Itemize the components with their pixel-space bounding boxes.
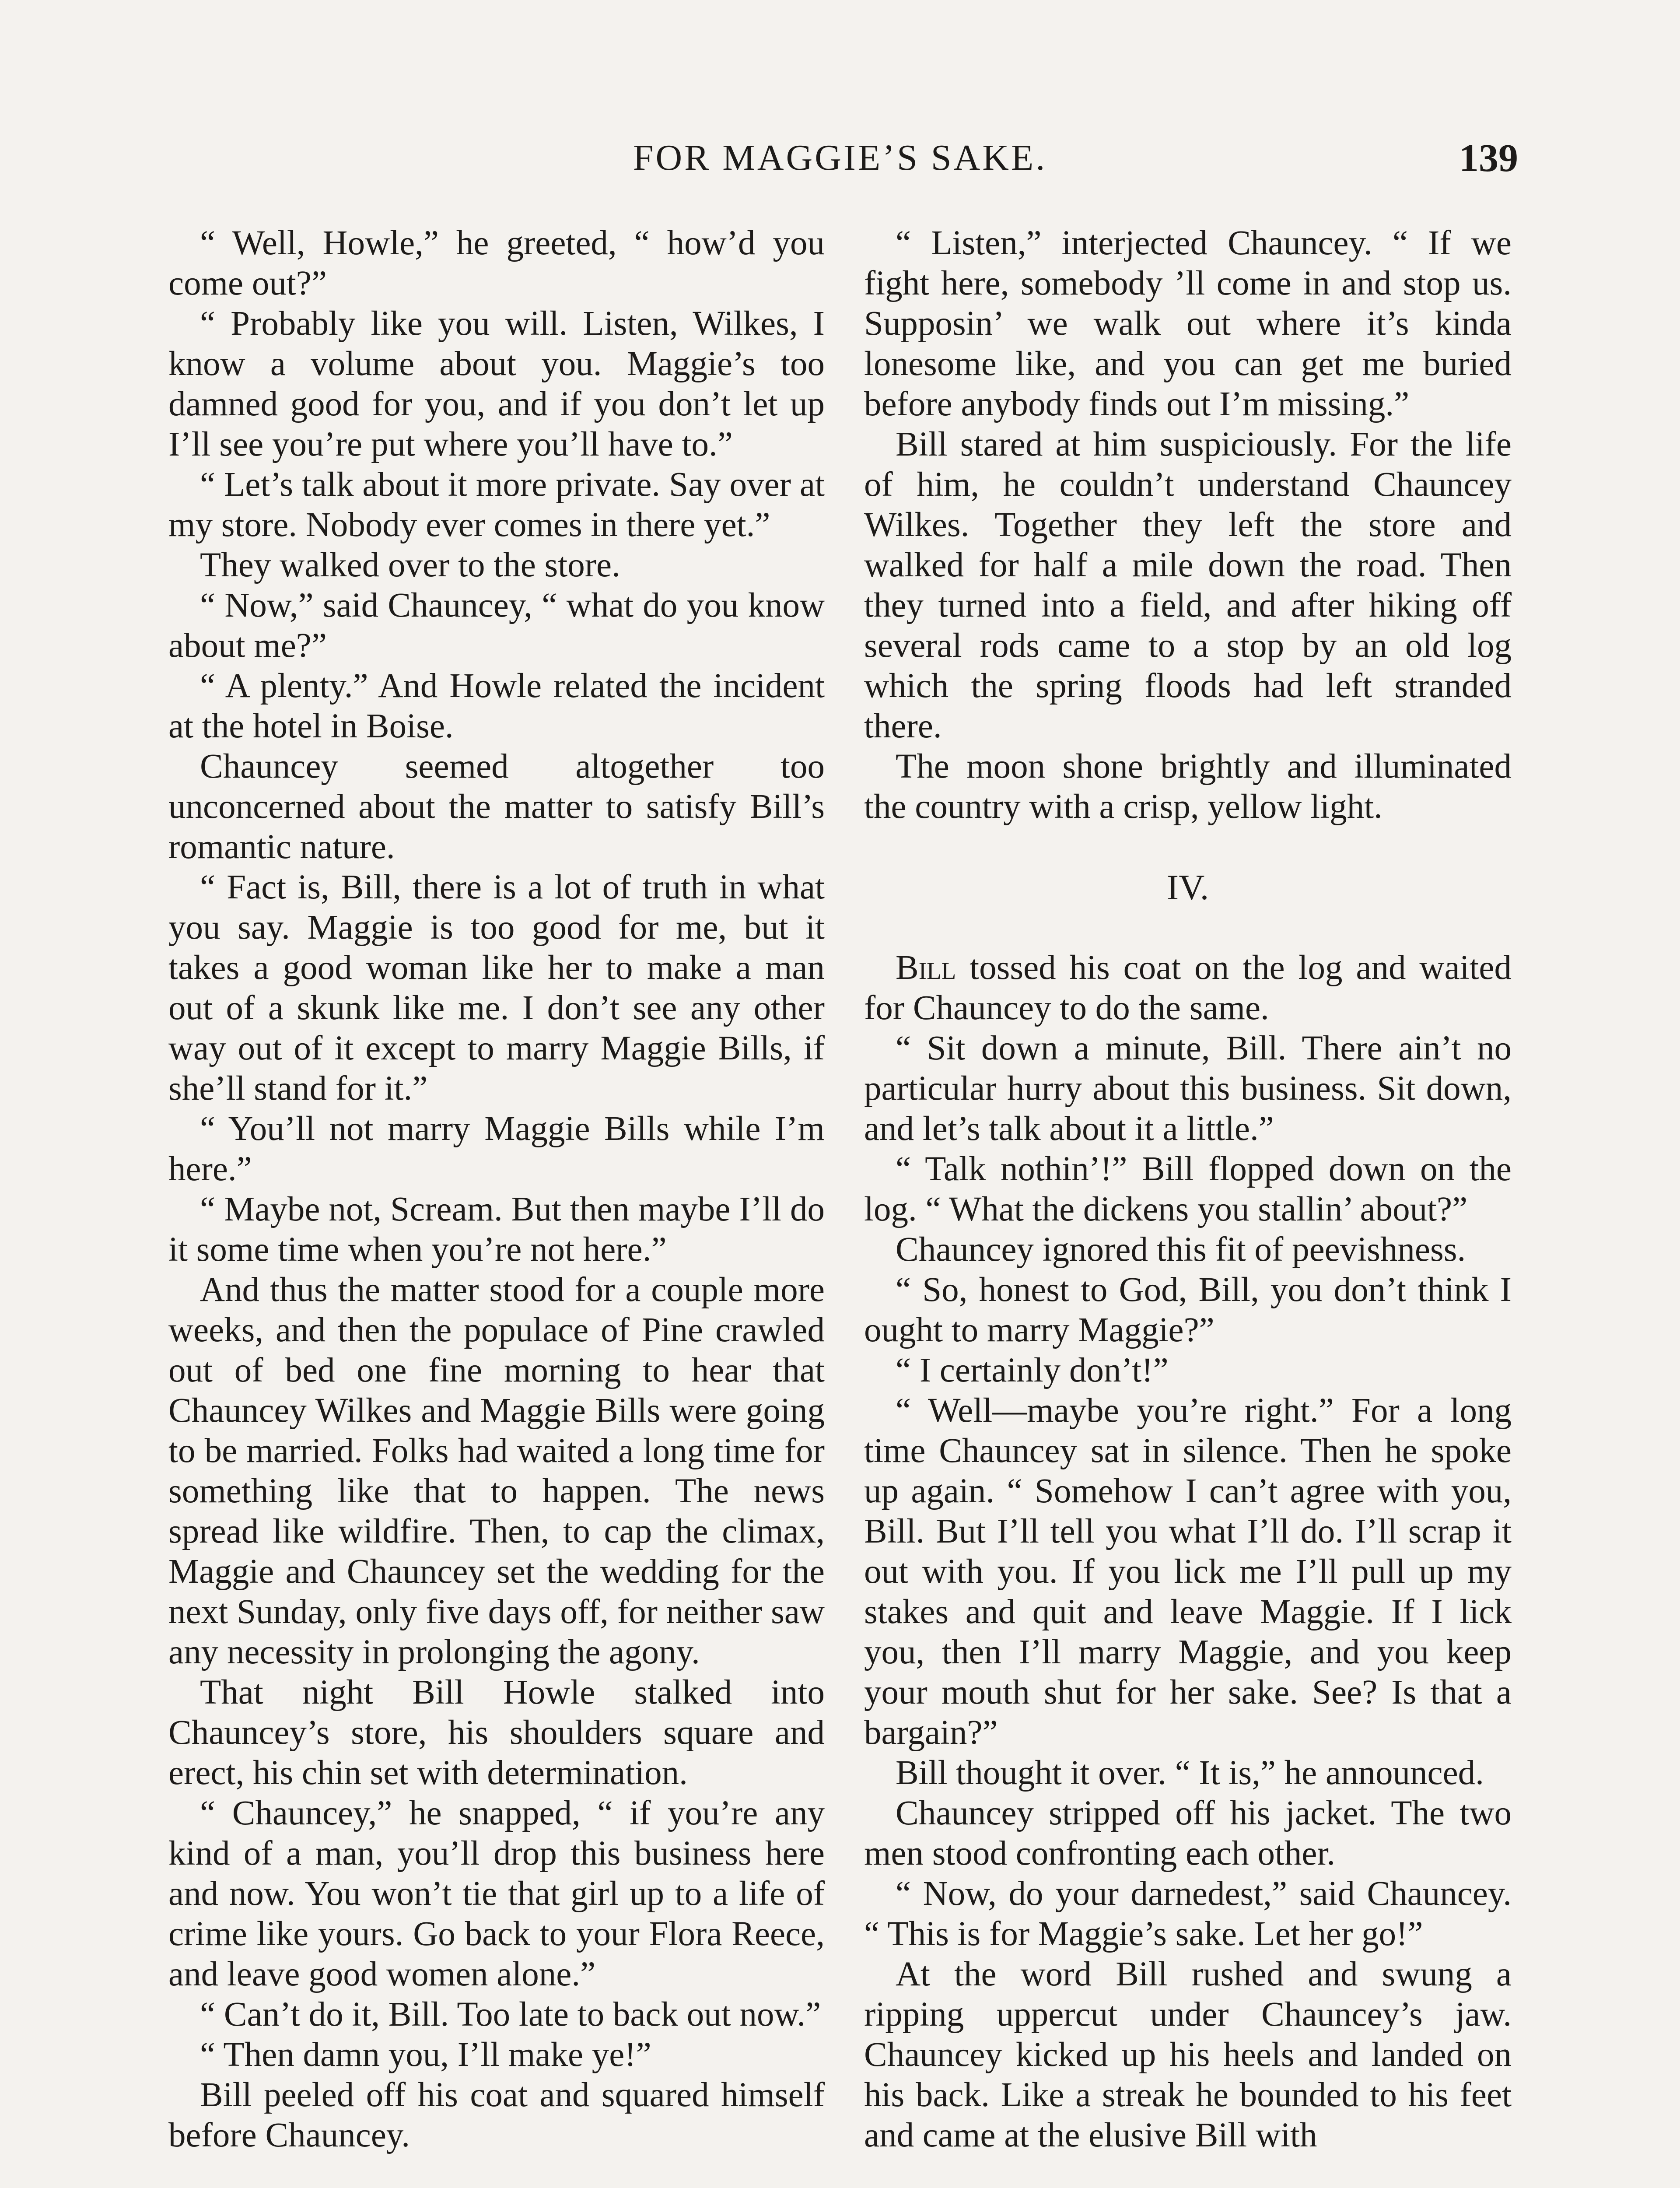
section-opening-paragraph [864,948,1512,1028]
paragraph: That night Bill Howle stalked into Chauncey’s store, his shoulders square and erect, his chin set with determination. [168,1673,825,1792]
left-column [168,223,825,2156]
paragraph: “ Now,” said Chauncey, “ what do you know about me?” [168,586,825,665]
drop-word: Bill [896,949,956,987]
page-header [0,137,1680,185]
paragraph: “ So, honest to God, Bill, you don’t think I ought to marry Maggie?” [864,1271,1512,1349]
paragraph: “ Listen,” interjected Chauncey. “ If we fight here, somebody ’ll come in and stop us. Supposin’ we walk out where it’s kinda lonesome like, and you can get me buried before anybody finds out I’m missing.” [864,224,1512,423]
running-title: FOR MAGGIE’S SAKE. [633,137,1047,178]
paragraph: “ Well, Howle,” he greeted, “ how’d you come out?” [168,224,825,302]
paragraph: “ Talk nothin’!” Bill flopped down on the log. “ What the dickens you stallin’ about?” [864,1150,1512,1228]
paragraph: The moon shone brightly and illuminated the country with a crisp, yellow light. [864,747,1512,826]
paragraph: And thus the matter stood for a couple more weeks, and then the populace of Pine crawled out of bed one fine morning to hear that Chauncey Wilkes and Maggie Bills were going to be married. Folks had waited a long time for something like that to happen. The news spread like wildfire. Then, to cap the climax, Maggie and Chauncey set the wedding for the next Sunday, only five days off, for neither saw any necessity in prolonging the agony. [168,1271,825,1671]
paragraph: “ Sit down a minute, Bill. There ain’t no particular hurry about this business. Sit down, and let’s talk about it a little.” [864,1029,1512,1148]
page-number: 139 [1459,137,1518,180]
paragraph: They walked over to the store. [200,546,620,584]
paragraph: “ Well—maybe you’re right.” For a long time Chauncey sat in silence. Then he spoke up again. “ Somehow I can’t agree with you, Bill. But I’ll tell you what I’ll do. I’ll scrap it out with you. If you lick me I’ll pull up my stakes and quit and leave Maggie. If I lick you, then I’ll marry Maggie, and you keep your mouth shut for her sake. See? Is that a bargain?” [864,1392,1512,1752]
paragraph: Chauncey seemed altogether too unconcerned about the matter to satisfy Bill’s romantic nature. [168,747,825,866]
paragraph: Bill thought it over. “ It is,” he announced. [896,1754,1484,1792]
paragraph: Bill peeled off his coat and squared himself before Chauncey. [168,2076,825,2154]
paragraph: “ Fact is, Bill, there is a lot of truth in what you say. Maggie is too good for me, but it takes a good woman like her to make a man out of a skunk like me. I don’t see any other way out of it except to marry Maggie Bills, if she’ll stand for it.” [168,868,825,1108]
paragraph: At the word Bill rushed and swung a ripping uppercut under Chauncey’s jaw. Chauncey kicked up his heels and landed on his back. Like a streak he bounded to his feet and came at the elusive Bill with [864,1955,1512,2154]
paragraph: “ Let’s talk about it more private. Say over at my store. Nobody ever comes in there yet.” [168,466,825,544]
paragraph: “ I certainly don’t!” [896,1351,1169,1389]
paragraph: Chauncey ignored this fit of peevishness. [896,1231,1466,1269]
paragraph: “ Now, do your darnedest,” said Chauncey. “ This is for Maggie’s sake. Let her go!” [864,1875,1512,1953]
paragraph: “ Chauncey,” he snapped, “ if you’re any kind of a man, you’ll drop this business here and now. You won’t tie that girl up to a life of crime like yours. Go back to your Flora Reece, and leave good women alone.” [168,1794,825,1993]
right-column [864,223,1512,2156]
paragraph: “ Maybe not, Scream. But then maybe I’ll do it some time when you’re not here.” [168,1190,825,1269]
paragraph: “ You’ll not marry Maggie Bills while I’m here.” [168,1110,825,1188]
paragraph: “ A plenty.” And Howle related the incident at the hotel in Boise. [168,667,825,745]
opening-text: tossed his coat on the log and waited for Chauncey to do the same. [864,949,1512,1027]
paragraph: “ Can’t do it, Bill. Too late to back out now.” [200,1995,821,2034]
paragraph: Chauncey stripped off his jacket. The two men stood confronting each other. [864,1794,1512,1872]
paragraph: Bill stared at him suspiciously. For the life of him, he couldn’t understand Chauncey Wilkes. Together they left the store and walked for half a mile down the road. Then they turned into a field, and after hiking off several rods came to a stop by an old log which the spring floods had left stranded there. [864,425,1512,745]
paragraph: “ Probably like you will. Listen, Wilkes, I know a volume about you. Maggie’s too damned good for you, and if you don’t let up I’ll see you’re put where you’ll have to.” [168,305,825,463]
section-heading: IV. [1166,867,1209,907]
paragraph: “ Then damn you, I’ll make ye!” [200,2036,651,2074]
